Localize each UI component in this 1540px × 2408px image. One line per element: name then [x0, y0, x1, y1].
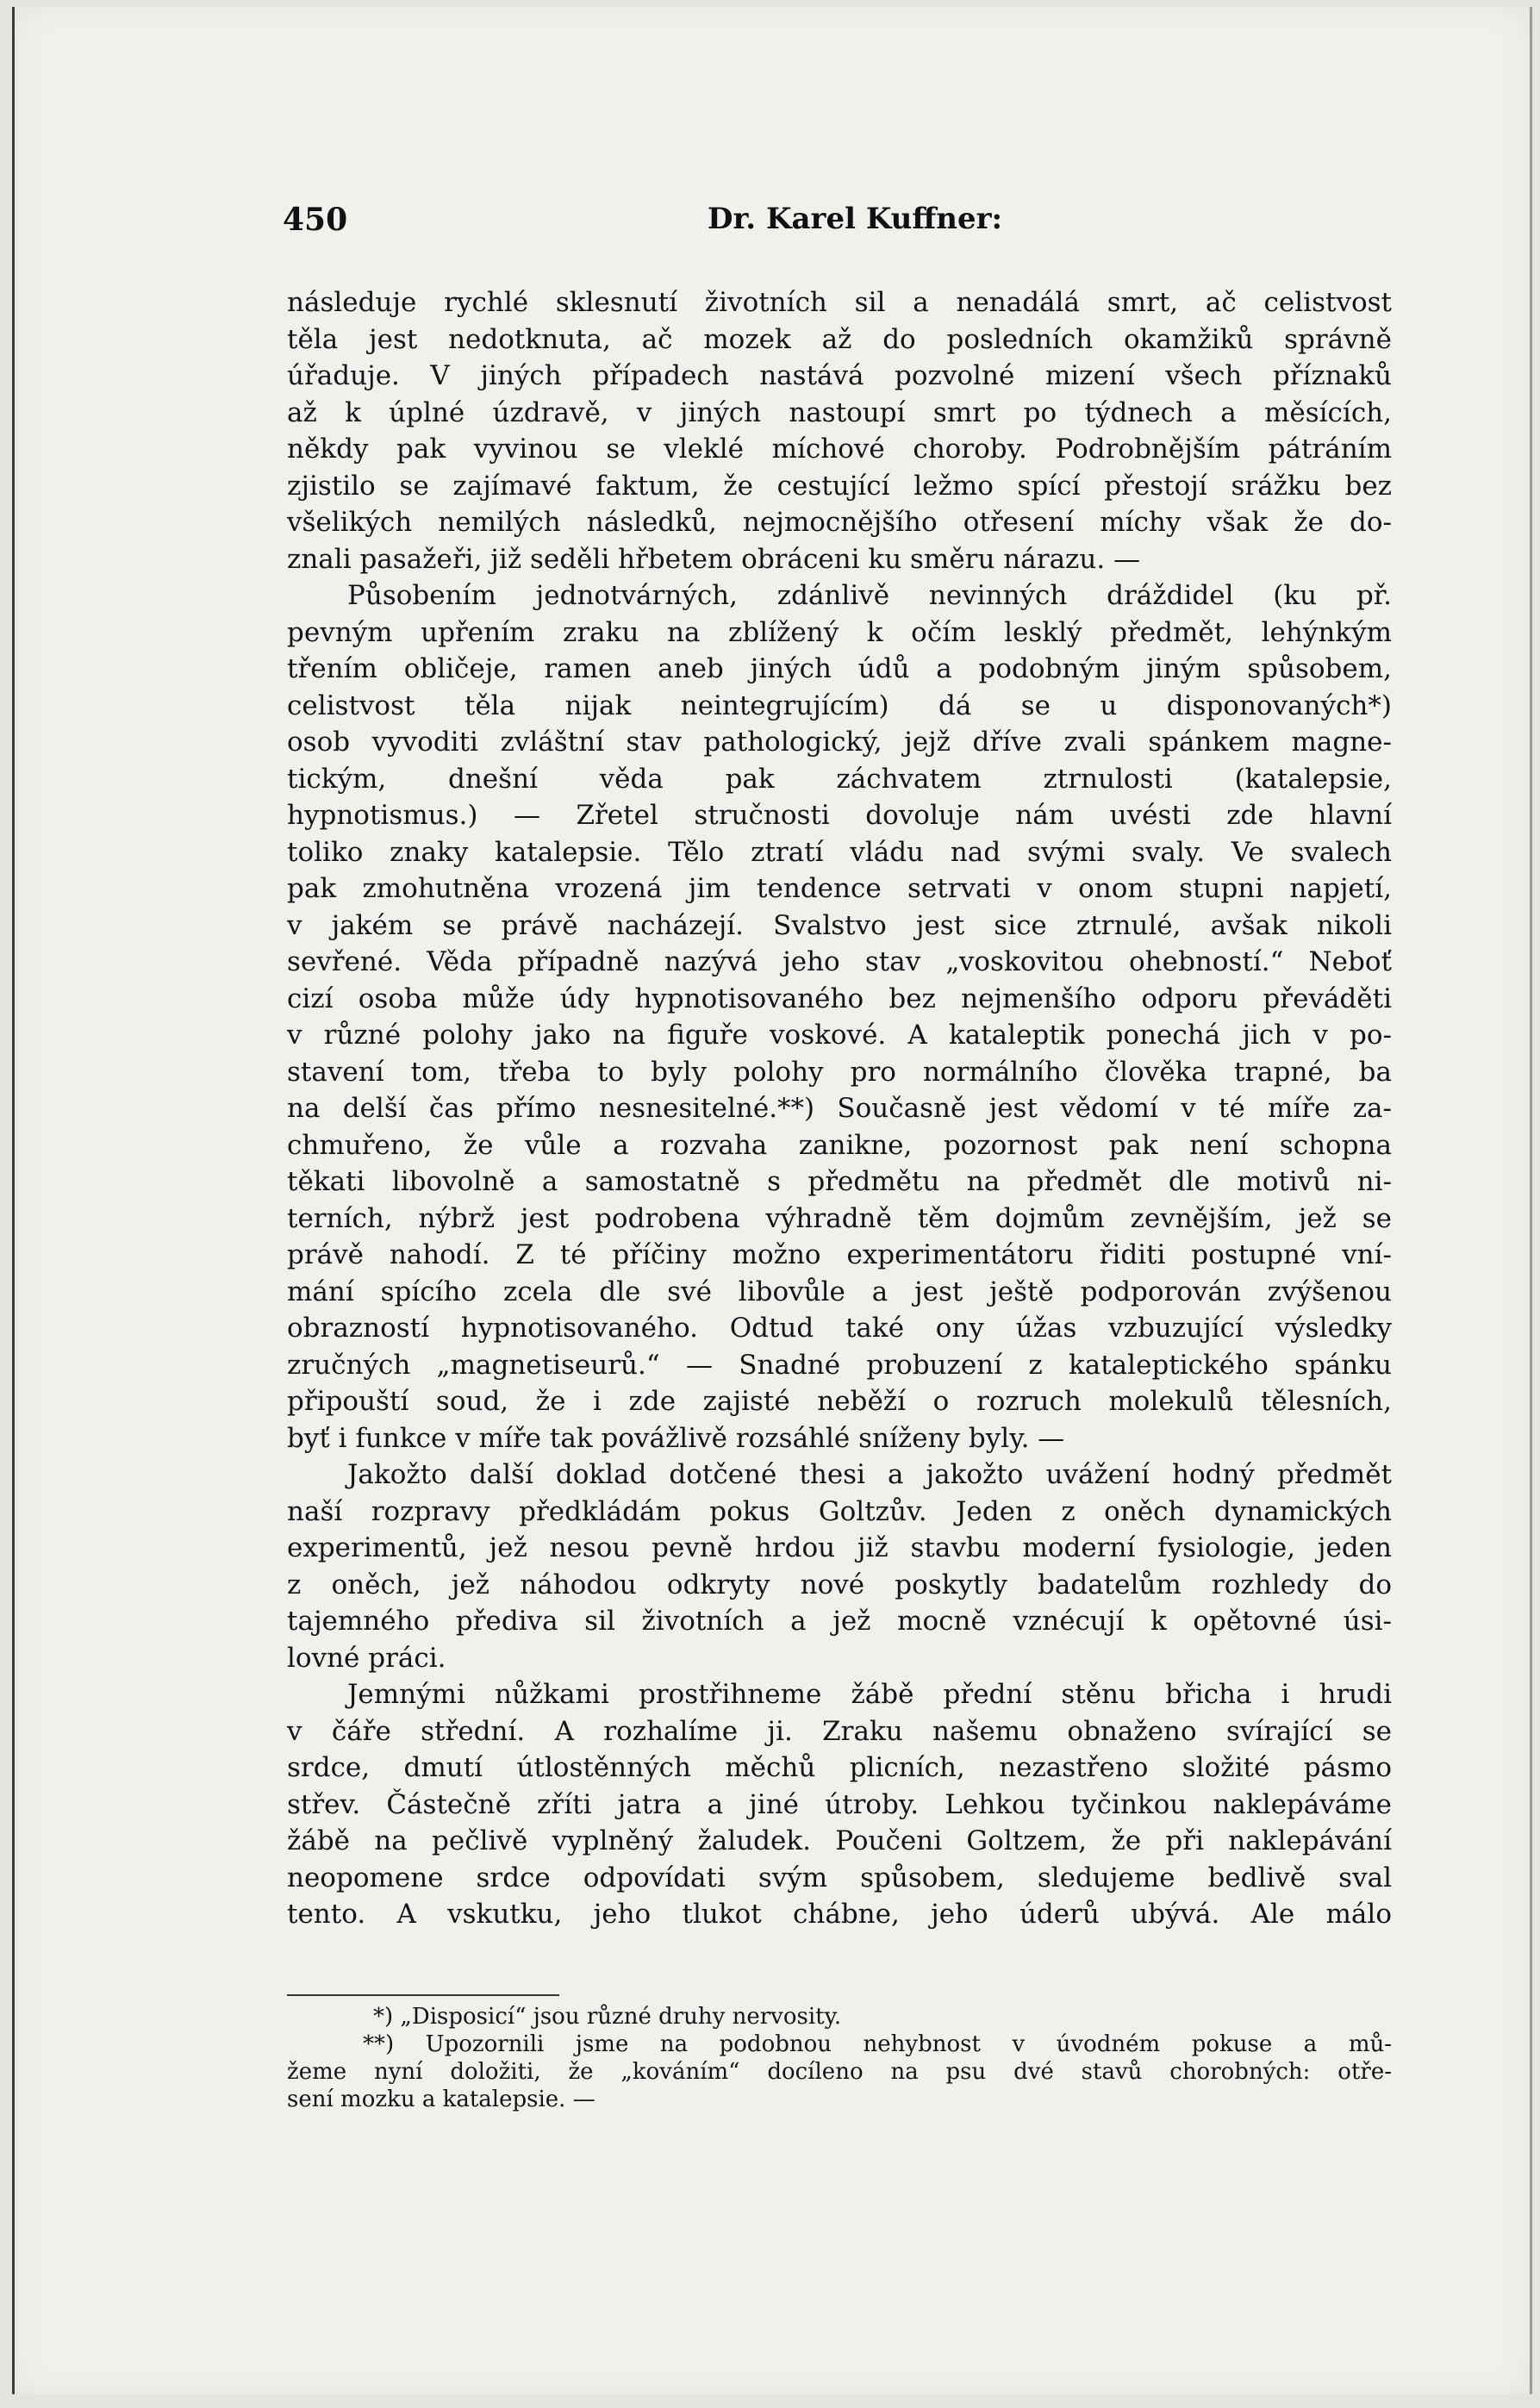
text-line: až k úplné úzdravě, v jiných nastoupí smrt po týdnech a měsících, [287, 396, 1392, 428]
text-line: experimentů, jež nesou pevně hrdou již stavbu moderní fysiologie, jeden [287, 1532, 1392, 1563]
text-line: právě nahodí. Z té příčiny možno experimentátoru řiditi postupné vní- [287, 1239, 1392, 1270]
text-line: Jakožto další doklad dotčené thesi a jakožto uvážení hodný předmět [347, 1459, 1392, 1490]
page-header [274, 195, 1364, 246]
text-line: chmuřeno, že vůle a rozvaha zanikne, pozornost pak není schopna [287, 1129, 1392, 1161]
text-line: toliko znaky katalepsie. Tělo ztratí vládu nad svými svaly. Ve svalech [287, 836, 1392, 868]
text-line: znali pasažeři, již seděli hřbetem obráceni ku směru nárazu. — [287, 543, 1141, 575]
text-line: cizí osoba může údy hypnotisovaného bez nejmenšího odporu převáděti [287, 983, 1392, 1014]
text-line: někdy pak vyvinou se vleklé míchové choroby. Podrobnějším pátráním [287, 434, 1392, 465]
footnote-line: *) „Disposicí“ jsou různé druhy nervosity. [373, 2004, 842, 2030]
body-text [287, 284, 1392, 1933]
text-line: tickým, dnešní věda pak záchvatem ztrnulosti (katalepsie, [287, 763, 1392, 795]
text-line: střev. Částečně zříti jatra a jiné útroby. Lehkou tyčinkou naklepáváme [287, 1788, 1392, 1820]
text-line: obrazností hypnotisovaného. Odtud také ony úžas vzbuzující výsledky [287, 1313, 1392, 1344]
text-line: pak zmohutněna vrozená jim tendence setrvati v onom stupni napjetí, [287, 873, 1392, 904]
text-line: osob vyvoditi zvláštní stav pathologický, jejž dříve zvali spánkem magne- [287, 727, 1392, 758]
footnote-line: sení mozku a katalepsie. — [287, 2087, 595, 2112]
text-line: v různé polohy jako na figuře voskové. A kataleptik ponechá jich v po- [287, 1020, 1392, 1051]
text-line: srdce, dmutí útlostěnných měchů plicních, nezastřeno složité pásmo [287, 1752, 1392, 1783]
text-line: hypnotismus.) — Zřetel stručnosti dovoluje nám uvésti zde hlavní [287, 800, 1392, 831]
text-line: neopomene srdce odpovídati svým spůsobem, sledujeme bedlivě sval [287, 1862, 1392, 1893]
text-line: úřaduje. V jiných případech nastává pozvolné mizení všech příznaků [287, 360, 1392, 391]
text-line: připouští soud, že i zde zajisté neběží o rozruch molekulů tělesních, [287, 1386, 1392, 1417]
text-line: Působením jednotvárných, zdánlivě nevinných dráždidel (ku př. [347, 580, 1392, 611]
text-line: v jakém se právě nacházejí. Svalstvo jest sice ztrnulé, avšak nikoli [287, 909, 1392, 941]
text-line: všelikých nemilých následků, nejmocnějšího otřesení míchy však že do- [287, 507, 1392, 538]
text-line: v čáře střední. A rozhalíme ji. Zraku našemu obnaženo svírající se [287, 1715, 1392, 1747]
text-line: zručných „magnetiseurů.“ — Snadné probuzení z kataleptického spánku [287, 1349, 1392, 1381]
text-line: žábě na pečlivě vyplněný žaludek. Poučeni Goltzem, že při naklepávání [287, 1825, 1392, 1856]
text-line: těla jest nedotknuta, ač mozek až do posledních okamžiků správně [287, 323, 1392, 355]
text-line: byť i funkce v míře tak povážlivě rozsáhlé sníženy byly. — [287, 1422, 1065, 1454]
text-line: následuje rychlé sklesnutí životních sil a nenadálá smrt, ač celistvost [287, 287, 1392, 318]
footnote-line: žeme nyní doložiti, že „kováním“ docíleno na psu dvé stavů chorobných: otře- [287, 2059, 1392, 2085]
text-line: na delší čas přímo nesnesitelné.**) Současně jest vědomí v té míře za- [287, 1093, 1392, 1124]
text-line: těkati libovolně a samostatně s předmětu na předmět dle motivů ni- [287, 1166, 1392, 1197]
text-line: třením obličeje, ramen aneb jiných údů a podobným jiným spůsobem, [287, 653, 1392, 684]
text-line: Jemnými nůžkami prostřihneme žábě přední stěnu břicha i hrudi [347, 1679, 1392, 1710]
text-line: naší rozpravy předkládám pokus Goltzův. Jeden z oněch dynamických [287, 1495, 1392, 1527]
text-line: terních, nýbrž jest podrobena výhradně těm dojmům zevnějším, jež se [287, 1202, 1392, 1234]
text-line: mání spícího zcela dle své libovůle a jest ještě podporován zvýšenou [287, 1276, 1392, 1307]
footnotes [287, 2003, 1392, 2113]
text-line: stavení tom, třeba to byly polohy pro normálního člověka trapné, ba [287, 1056, 1392, 1088]
text-line: celistvost těla nijak neintegrujícím) dá se u disponovaných*) [287, 689, 1392, 721]
text-line: pevným upřením zraku na zblížený k očím lesklý předmět, lehýnkým [287, 616, 1392, 648]
footnote-line: **) Upozornili jsme na podobnou nehybnost v úvodném pokuse a mů- [363, 2031, 1392, 2057]
text-line: tajemného přediva sil životních a jež mocně vznécují k opětovné úsi- [287, 1606, 1392, 1637]
text-line: z oněch, jež náhodou odkryty nové poskytly badatelům rozhledy do [287, 1569, 1392, 1600]
page-number: 450 [283, 202, 348, 238]
running-head: Dr. Karel Kuffner: [708, 202, 1003, 236]
text-line: tento. A vskutku, jeho tlukot chábne, jeho úderů ubývá. Ale málo [287, 1899, 1392, 1930]
text-line: zjistilo se zajímavé faktum, že cestující ležmo spící přestojí srážku bez [287, 470, 1392, 502]
text-line: sevřené. Věda případně nazývá jeho stav „voskovitou ohebností.“ Neboť [287, 946, 1392, 977]
footnote-divider [287, 1994, 559, 1996]
text-line: lovné práci. [287, 1642, 446, 1674]
